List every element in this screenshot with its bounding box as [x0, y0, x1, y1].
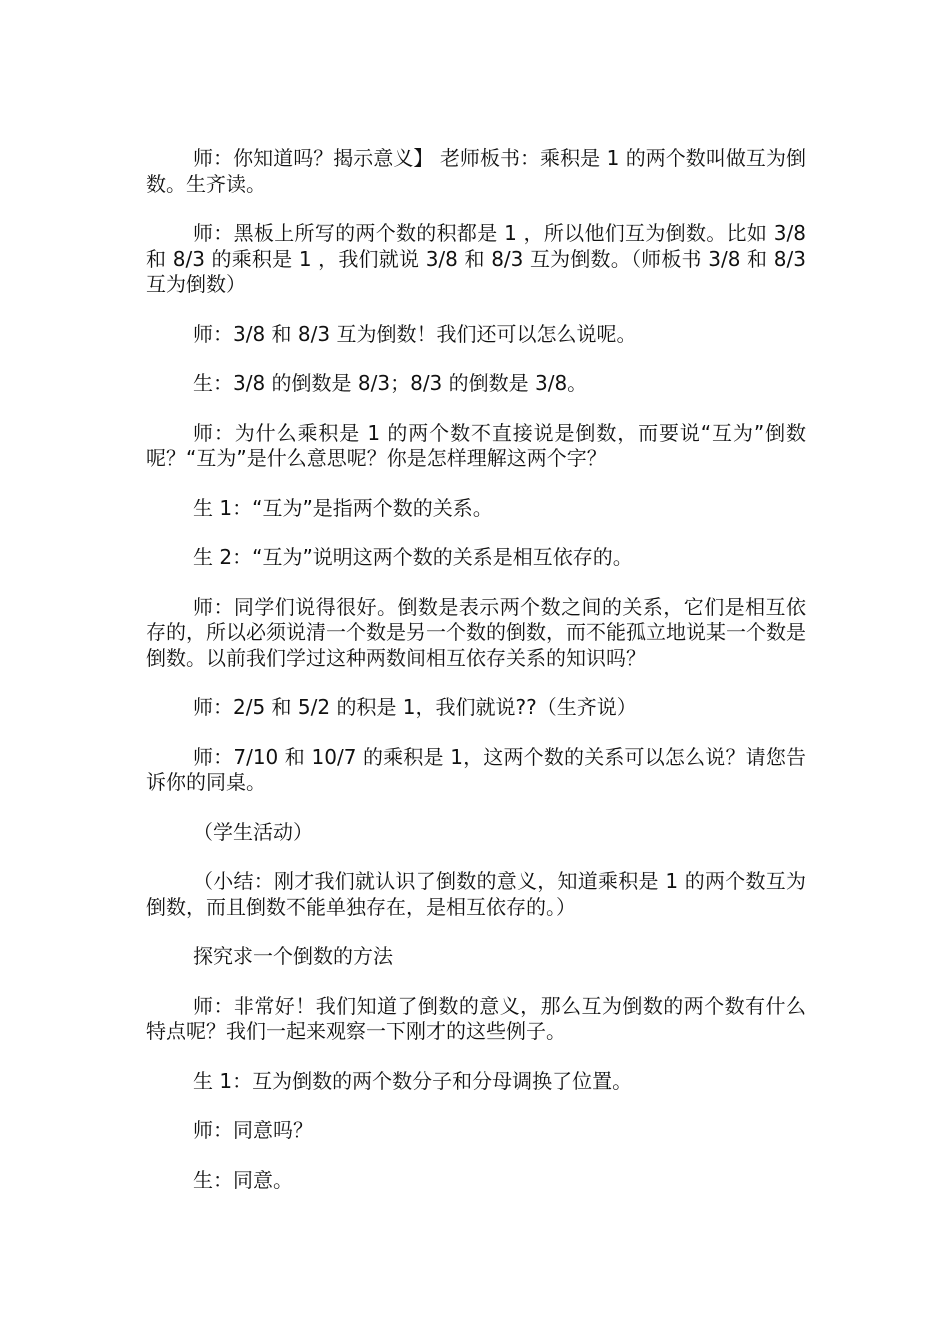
- paragraph-example-7-10: 师：7/10 和 10/7 的乘积是 1，这两个数的关系可以怎么说？请您告诉你的同桌。: [146, 744, 806, 794]
- paragraph-student-agree: 生：同意。: [193, 1167, 293, 1192]
- paragraph-student-answer: 生：3/8 的倒数是 8/3；8/3 的倒数是 3/8。: [193, 371, 588, 395]
- paragraph-example-3-8: 师：黑板上所写的两个数的积都是 1 ，所以他们互为倒数。比如 3/8 和 8/3 的乘积是 1 ，我们就说 3/8 和 8/3 互为倒数。（师板书 3/8 和 8/3 互为倒数）: [146, 221, 806, 296]
- paragraph-example-2-5: 师：2/5 和 5/2 的积是 1，我们就说??（生齐说）: [193, 695, 637, 719]
- paragraph-student-swap: 生 1：互为倒数的两个数分子和分母调换了位置。: [193, 1068, 633, 1093]
- section-heading: 探究求一个倒数的方法: [193, 944, 393, 968]
- paragraph-teacher-explanation: 师：同学们说得很好。倒数是表示两个数之间的关系，它们是相互依存的，所以必须说清一个数是另一个数的倒数，而不能孤立地说某一个数是倒数。以前我们学过这种两数间相互依存关系的知识吗？: [146, 594, 806, 670]
- paragraph-definition: 师：你知道吗？揭示意义】 老师板书：乘积是 1 的两个数叫做互为倒数。生齐读。: [146, 146, 806, 196]
- paragraph-teacher-question: 师：3/8 和 8/3 互为倒数！我们还可以怎么说呢。: [193, 321, 637, 346]
- paragraph-observe: 师：非常好！我们知道了倒数的意义，那么互为倒数的两个数有什么特点呢？我们一起来观察一下刚才的这些例子。: [146, 993, 806, 1043]
- paragraph-summary: （小结：刚才我们就认识了倒数的意义，知道乘积是 1 的两个数互为倒数，而且倒数不能单独存在，是相互依存的。）: [146, 869, 806, 919]
- document-page: [146, 146, 806, 1217]
- paragraph-student-1: 生 1：“互为”是指两个数的关系。: [193, 495, 493, 520]
- paragraph-teacher-agree: 师：同意吗？: [193, 1118, 313, 1142]
- paragraph-student-activity: （学生活动）: [193, 819, 313, 844]
- paragraph-why-mutual: 师：为什么乘积是 1 的两个数不直接说是倒数，而要说“互为”倒数呢？“互为”是什么意思呢？你是怎样理解这两个字？: [146, 420, 806, 470]
- paragraph-student-2: 生 2：“互为”说明这两个数的关系是相互依存的。: [193, 545, 633, 569]
